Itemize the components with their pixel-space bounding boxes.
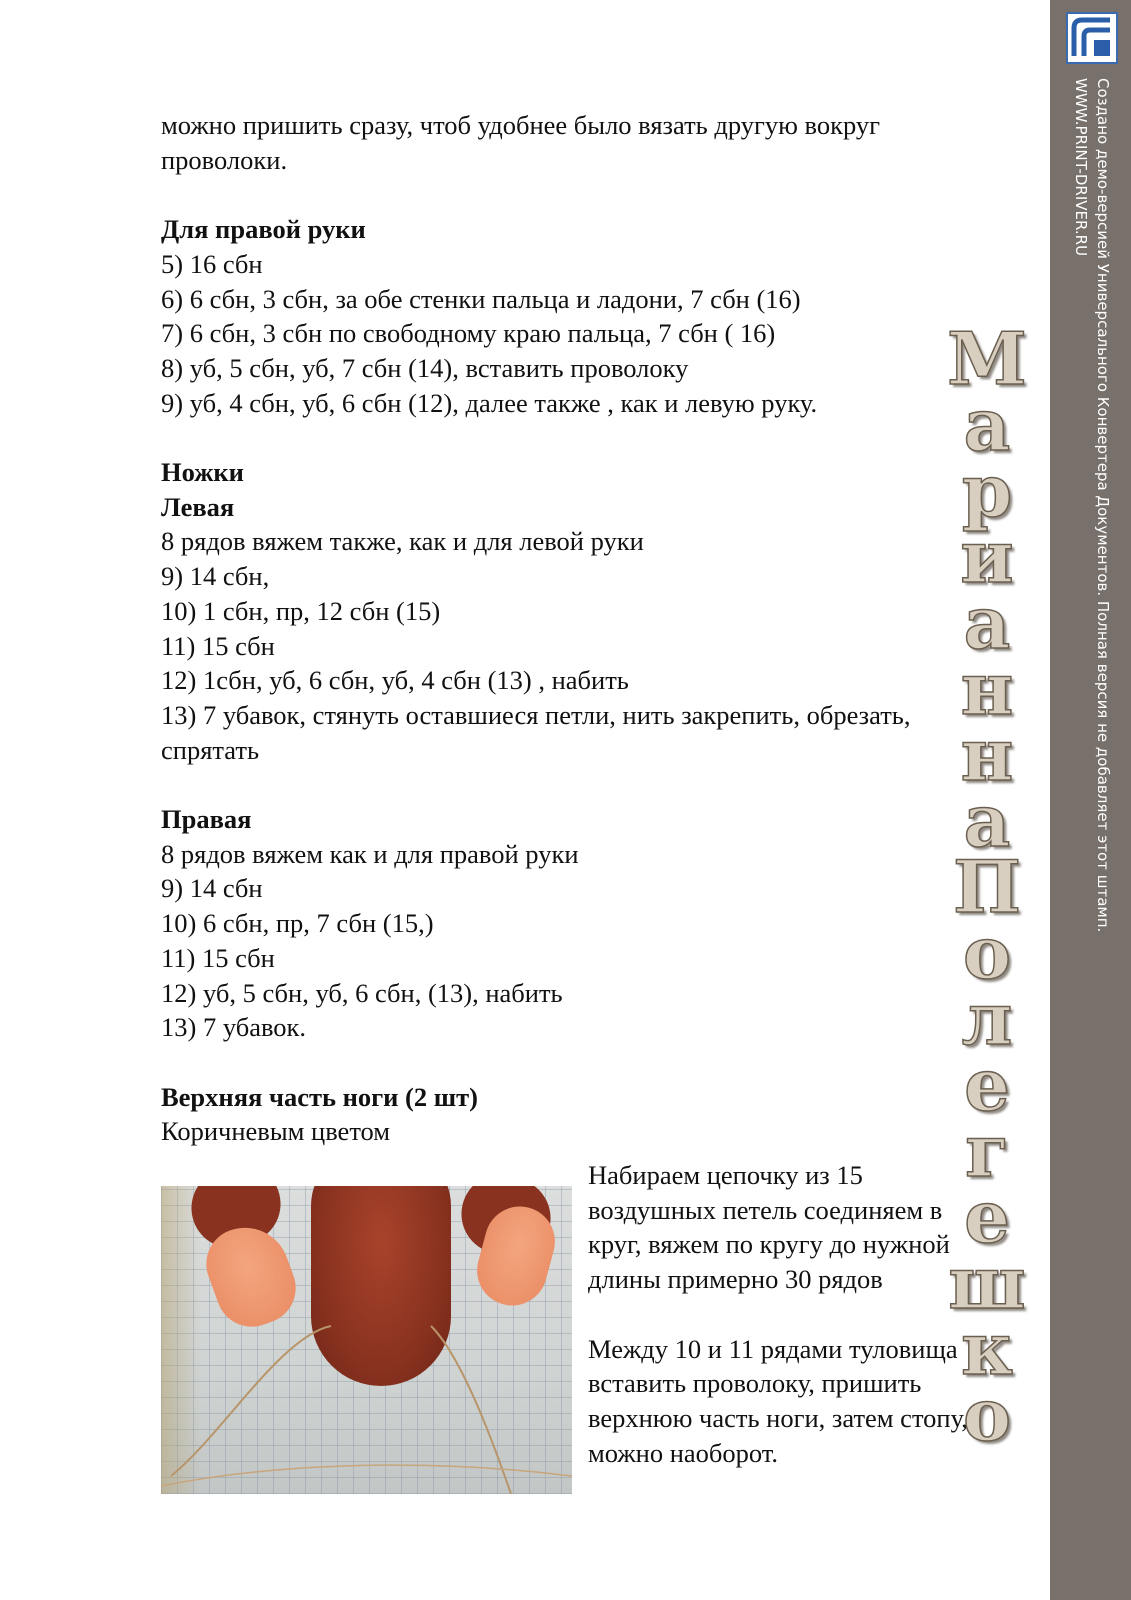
blank-line bbox=[161, 767, 1021, 802]
author-letter: о bbox=[962, 910, 1012, 995]
document-body bbox=[161, 108, 1021, 1149]
demo-stamp-bar bbox=[1050, 0, 1131, 1600]
text-line: 11) 15 сбн bbox=[161, 630, 275, 661]
text-line: 11) 15 сбн bbox=[161, 942, 275, 973]
text-line: 7) 6 сбн, 3 сбн по свободному краю пальца, 7 сбн ( 16) bbox=[161, 318, 776, 349]
text-line: 8 рядов вяжем как и для правой руки bbox=[161, 838, 579, 869]
text-line: 12) 1сбн, уб, 6 сбн, уб, 4 сбн (13) , набить bbox=[161, 665, 629, 696]
text-line: 12) уб, 5 сбн, уб, 6 сбн, (13), набить bbox=[161, 977, 563, 1008]
blank-line bbox=[161, 420, 1021, 455]
text-line: 13) 7 убавок. bbox=[161, 1012, 307, 1043]
section-heading: Правая bbox=[161, 804, 252, 835]
text-line: 6) 6 сбн, 3 сбн, за обе стенки пальца и ладони, 7 сбн (16) bbox=[161, 283, 801, 314]
text-line: 10) 1 сбн, пр, 12 сбн (15) bbox=[161, 595, 441, 626]
author-letter: о bbox=[962, 1372, 1012, 1457]
side-text-line: верхнюю часть ноги, затем стопу, bbox=[588, 1402, 968, 1433]
author-letter: П bbox=[953, 844, 1021, 929]
text-line: 8 рядов вяжем также, как и для левой руки bbox=[161, 526, 644, 557]
side-text-line: Набираем цепочку из 15 bbox=[588, 1160, 863, 1190]
author-watermark bbox=[932, 316, 1042, 1457]
text-line: 13) 7 убавок, стянуть оставшиеся петли, нить закрепить, обрезать, bbox=[161, 699, 911, 730]
author-letter: е bbox=[964, 1174, 1010, 1259]
section-heading: Левая bbox=[161, 491, 235, 522]
author-letter: к bbox=[961, 1306, 1013, 1391]
author-letter: и bbox=[960, 514, 1014, 599]
text-line: 9) уб, 4 сбн, уб, 6 сбн (12), далее также , как и левую руку. bbox=[161, 387, 818, 418]
text-line: 9) 14 сбн bbox=[161, 873, 263, 904]
side-text-line: Между 10 и 11 рядами туловища bbox=[588, 1333, 958, 1364]
text-line: Коричневым цветом bbox=[161, 1116, 391, 1147]
author-letter: а bbox=[963, 778, 1011, 863]
text-line: 9) 14 сбн, bbox=[161, 561, 270, 592]
author-letter: н bbox=[960, 646, 1014, 731]
section-heading: Верхняя часть ноги (2 шт) bbox=[161, 1081, 478, 1112]
blank-line bbox=[161, 177, 1021, 212]
side-text-line: можно наоборот. bbox=[588, 1437, 779, 1468]
author-letter: л bbox=[961, 976, 1013, 1061]
crochet-doll-photo bbox=[161, 1186, 572, 1494]
author-letter: ш bbox=[948, 1240, 1026, 1325]
blank-line bbox=[161, 1045, 1021, 1080]
converter-logo-icon bbox=[1066, 12, 1118, 64]
section-heading: Ножки bbox=[161, 457, 244, 487]
side-text-line: длины примерно 30 рядов bbox=[588, 1264, 883, 1295]
author-letter: н bbox=[960, 712, 1014, 797]
author-letter: М bbox=[947, 316, 1027, 401]
side-text-line: вставить проволоку, пришить bbox=[588, 1368, 922, 1399]
text-line: 10) 6 сбн, пр, 7 сбн (15,) bbox=[161, 908, 434, 939]
text-line: 8) уб, 5 сбн, уб, 7 сбн (14), вставить проволоку bbox=[161, 352, 689, 383]
text-line: можно пришить сразу, чтоб удобнее было вязать другую вокруг bbox=[161, 110, 881, 140]
author-letter: р bbox=[961, 448, 1013, 533]
text-line: 5) 16 сбн bbox=[161, 248, 263, 279]
stamp-url-link[interactable]: WWW.PRINT-DRIVER.RU bbox=[1072, 78, 1090, 257]
stamp-notice-text: Создано демо-версией Универсального Конвертера Документов. Полная версия не добавляет этот штамп. bbox=[1094, 78, 1112, 933]
section-heading: Для правой руки bbox=[161, 214, 366, 245]
side-text-line: воздушных петель соединяем в bbox=[588, 1194, 943, 1225]
author-letter: е bbox=[964, 1042, 1010, 1127]
author-letter: а bbox=[963, 580, 1011, 665]
text-line: проволоки. bbox=[161, 144, 288, 175]
photo-wire bbox=[161, 1186, 572, 1494]
side-text-line: круг, вяжем по кругу до нужной bbox=[588, 1229, 950, 1260]
text-line: спрятать bbox=[161, 734, 260, 765]
author-letter: а bbox=[963, 382, 1011, 467]
author-letter: г bbox=[964, 1108, 1010, 1193]
